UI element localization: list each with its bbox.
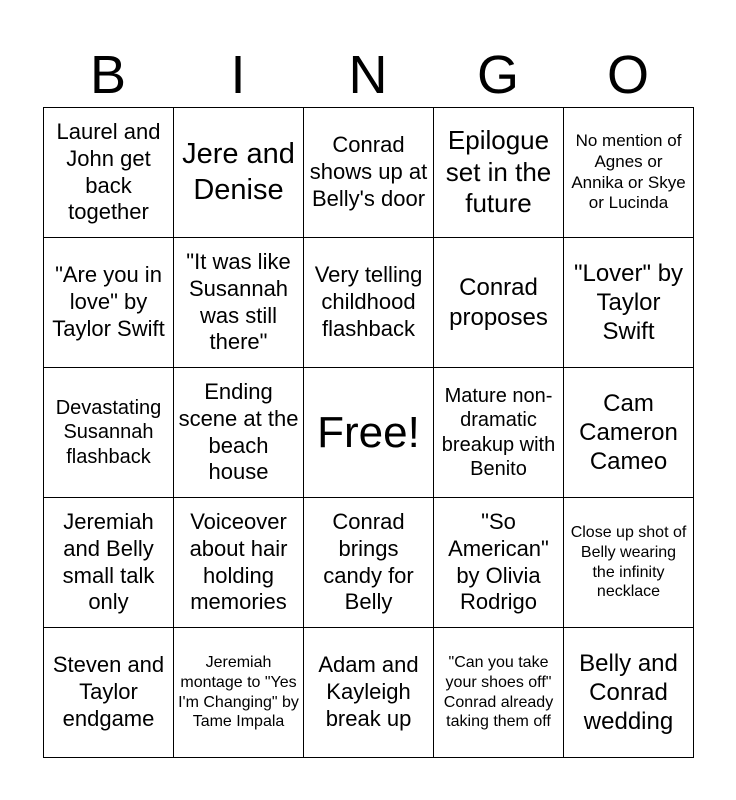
header-letter-b: B	[89, 45, 127, 105]
bingo-cell[interactable]: "Lover" by Taylor Swift	[564, 238, 694, 368]
bingo-cell[interactable]: Cam Cameron Cameo	[564, 368, 694, 498]
bingo-cell[interactable]: Close up shot of Belly wearing the infinity necklace	[564, 498, 694, 628]
bingo-cell[interactable]: "Are you in love" by Taylor Swift	[44, 238, 174, 368]
bingo-cell[interactable]: Laurel and John get back together	[44, 108, 174, 238]
header-letter-o: O	[606, 45, 649, 105]
bingo-cell[interactable]: Conrad shows up at Belly's door	[304, 108, 434, 238]
bingo-cell[interactable]: Mature non-dramatic breakup with Benito	[434, 368, 564, 498]
bingo-card-grid	[43, 107, 694, 758]
bingo-cell[interactable]: Jeremiah montage to "Yes I'm Changing" by Tame Impala	[174, 628, 304, 758]
header-letter-g: G	[476, 45, 519, 105]
header-letter-i: I	[230, 45, 246, 105]
bingo-cell[interactable]: Conrad proposes	[434, 238, 564, 368]
bingo-cell[interactable]: No mention of Agnes or Annika or Skye or Lucinda	[564, 108, 694, 238]
bingo-cell[interactable]: "So American" by Olivia Rodrigo	[434, 498, 564, 628]
bingo-cell[interactable]: Belly and Conrad wedding	[564, 628, 694, 758]
bingo-cell[interactable]: Conrad brings candy for Belly	[304, 498, 434, 628]
bingo-row	[44, 108, 694, 238]
bingo-cell[interactable]: Adam and Kayleigh break up	[304, 628, 434, 758]
bingo-row	[44, 238, 694, 368]
bingo-row	[44, 368, 694, 498]
bingo-row	[44, 498, 694, 628]
bingo-cell[interactable]: Very telling childhood flashback	[304, 238, 434, 368]
bingo-cell[interactable]: Jeremiah and Belly small talk only	[44, 498, 174, 628]
bingo-cell[interactable]: "Can you take your shoes off" Conrad already taking them off	[434, 628, 564, 758]
bingo-cell[interactable]: Jere and Denise	[174, 108, 304, 238]
free-space-cell[interactable]: Free!	[304, 368, 434, 498]
bingo-cell[interactable]: Voiceover about hair holding memories	[174, 498, 304, 628]
bingo-cell[interactable]: Steven and Taylor endgame	[44, 628, 174, 758]
bingo-row	[44, 628, 694, 758]
header-letter-n: N	[348, 45, 388, 105]
bingo-header	[43, 42, 693, 108]
bingo-cell[interactable]: Ending scene at the beach house	[174, 368, 304, 498]
bingo-cell[interactable]: "It was like Susannah was still there"	[174, 238, 304, 368]
bingo-cell[interactable]: Epilogue set in the future	[434, 108, 564, 238]
bingo-cell[interactable]: Devastating Susannah flashback	[44, 368, 174, 498]
